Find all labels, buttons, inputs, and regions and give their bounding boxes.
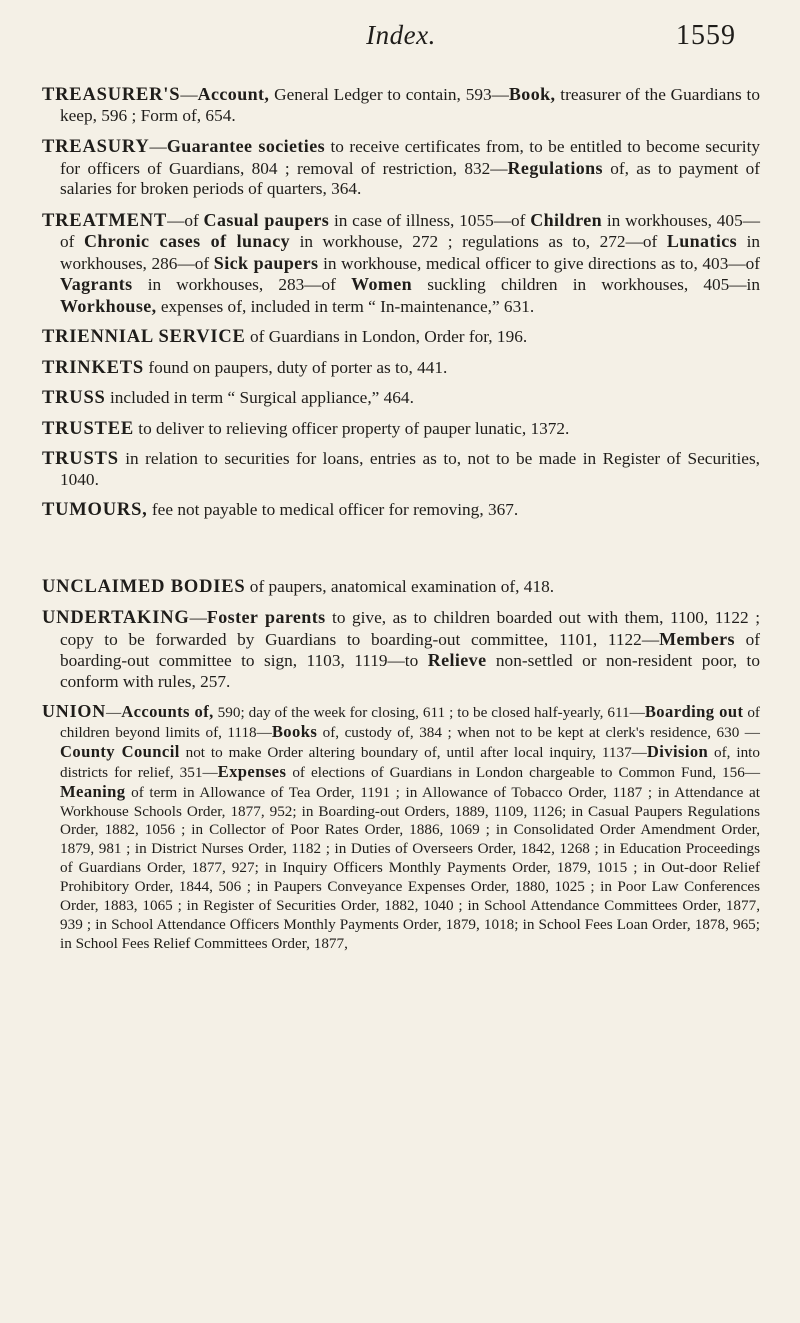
entry-text: in workhouses, 286—of <box>60 232 761 273</box>
section-gap <box>42 531 760 577</box>
entry-text: of children beyond limits of, 1118— <box>60 704 760 741</box>
entry-subheading: Regulations <box>507 157 603 178</box>
entry-headword: TREASURER'S <box>42 85 181 105</box>
entry-text: expenses of, included in term “ In-maintenance,” 631. <box>156 296 535 316</box>
entry-text: in workhouse, medical officer to give directions as to, 403—of <box>318 253 761 273</box>
index-entries <box>42 84 760 954</box>
running-head <box>42 20 760 84</box>
index-entry <box>42 358 760 379</box>
entry-text: not to make Order altering boundary of, until after local inquiry, 1137— <box>179 743 647 761</box>
entry-subheading: Members <box>659 628 735 649</box>
entry-text: to give, as to children boarded out with them, 1100, 1122 ; copy to be forwarded by Guardians to boarding-out committee, 1101, 1122— <box>60 608 760 649</box>
index-entry <box>42 136 760 200</box>
entry-headword: TREASURY <box>42 137 150 157</box>
entry-text: included in term “ Surgical appliance,” 464. <box>105 388 414 407</box>
entry-subheading: Account, <box>197 84 270 104</box>
index-entry <box>42 210 760 318</box>
entry-subheading: Vagrants <box>60 274 133 294</box>
entry-text: in relation to securities for loans, entries as to, not to be made in Register of Securities, 1040. <box>60 449 760 489</box>
entry-headword: TRUSS <box>42 388 106 408</box>
entry-headword: TREATMENT <box>42 210 168 231</box>
entry-subheading: Children <box>530 209 603 230</box>
page-number: 1559 <box>676 20 736 51</box>
entry-text: treasurer of the Guardians to keep, 596 ; Form of, 654. <box>60 85 760 125</box>
entry-subheading: Foster parents <box>206 607 326 627</box>
entry-text: — <box>180 85 198 104</box>
entry-subheading: Book, <box>508 84 556 104</box>
running-title: Index. <box>366 20 436 50</box>
entry-text: 590; day of the week for closing, 611 ; to be closed half-yearly, 611— <box>213 704 645 721</box>
entry-headword: UNION <box>42 701 107 721</box>
entry-headword: UNDERTAKING <box>42 608 190 628</box>
entry-subheading: Chronic cases of lunacy <box>83 231 291 251</box>
entry-text: to receive certificates from, to be entitled to become security for officers of Guardians, 804 ; removal of restriction, 832— <box>60 137 761 178</box>
entry-text: of boarding-out committee to sign, 1103, 1119—to <box>60 629 760 670</box>
entry-text: of Guardians in London, Order for, 196. <box>245 327 528 346</box>
entry-text: fee not payable to medical officer for removing, 367. <box>147 500 519 519</box>
entry-text: in workhouses, 405—of <box>60 210 760 251</box>
entry-text: of, into districts for relief, 351— <box>60 743 760 781</box>
entry-subheading: Boarding out <box>644 702 744 721</box>
entry-text: of, as to payment of salaries for broken periods of quarters, 364. <box>60 158 760 198</box>
entry-subheading: Accounts of, <box>121 702 214 721</box>
entry-text: in workhouses, 283—of <box>132 275 352 294</box>
entry-subheading: Guarantee societies <box>166 136 326 156</box>
entry-text: in case of illness, 1055—of <box>329 210 531 230</box>
entry-subheading: Division <box>646 741 709 761</box>
entry-text: non-settled or non-resident poor, to conform with rules, 257. <box>60 651 760 691</box>
index-entry <box>42 577 760 598</box>
entry-headword: TRIENNIAL SERVICE <box>42 327 246 347</box>
entry-text: of term in Allowance of Tea Order, 1191 ; in Allowance of Tobacco Order, 1187 ; in Attendance at Workhouse Schools Order, 1877, 952; in Boarding-out Orders, 1889, 1109, 1126; in Casual Paupers Regulations Order, 1882, 1056 ; in Collector of Poor Rates Order, 1886, 1069 ; in Consolidated Order Amendment Order, 1879, 981 ; in District Nurses Order, 1182 ; in Duties of Overseers Order, 1842, 1268 ; in Education Proceedings of Guardians Order, 1877, 927; in Inquiry Officers Monthly Payments Order, 1879, 1015 ; in Out-door Relief Prohibitory Order, 1844, 506 ; in Paupers Conveyance Expenses Order, 1880, 1025 ; in Poor Law Conferences Order, 1883, 1065 ; in Register of Securities Order, 1882, 1040 ; in School Attendance Committees Order, 1877, 939 ; in School Attendance Officers Monthly Payments Order, 1879, 1018; in School Fees Loan Order, 1878, 965; in School Fees Relief Committees Order, 1877, <box>60 783 760 952</box>
entry-text: General Ledger to contain, 593— <box>269 85 509 104</box>
entry-text: in workhouse, 272 ; regulations as to, 272—of <box>290 232 667 251</box>
entry-subheading: Women <box>351 274 413 294</box>
entry-headword: TRUSTS <box>42 449 119 469</box>
index-entry <box>42 84 760 126</box>
entry-subheading: Sick paupers <box>213 252 319 273</box>
entry-headword: TRUSTEE <box>42 418 134 439</box>
entry-subheading: Workhouse, <box>60 295 157 316</box>
entry-subheading: Expenses <box>217 761 287 781</box>
entry-text: — <box>106 704 122 721</box>
entry-text: of paupers, anatomical examination of, 418. <box>245 576 555 596</box>
entry-headword: TRINKETS <box>42 357 145 378</box>
index-entry <box>42 500 760 521</box>
entry-subheading: County Council <box>60 741 180 761</box>
entry-subheading: Books <box>271 721 318 741</box>
index-entry <box>42 449 760 490</box>
entry-text: — <box>189 608 207 627</box>
index-entry <box>42 702 760 954</box>
index-entry <box>42 419 760 440</box>
entry-subheading: Casual paupers <box>203 209 330 230</box>
entry-text: of, custody of, 384 ; when not to be kept at clerk's residence, 630 — <box>317 723 760 741</box>
entry-text: of elections of Guardians in London chargeable to Common Fund, 156— <box>286 763 761 781</box>
entry-headword: UNCLAIMED BODIES <box>42 576 246 597</box>
entry-subheading: Lunatics <box>666 231 738 251</box>
index-entry <box>42 607 760 692</box>
entry-subheading: Relieve <box>427 650 487 670</box>
entry-text: —of <box>167 210 204 230</box>
entry-text: found on paupers, duty of porter as to, 441. <box>144 357 448 377</box>
entry-headword: TUMOURS, <box>42 500 148 520</box>
entry-text: suckling children in workhouses, 405—in <box>412 275 760 294</box>
entry-text: — <box>149 137 167 156</box>
index-entry <box>42 388 760 409</box>
entry-subheading: Meaning <box>60 781 126 801</box>
entry-text: to deliver to relieving officer property of pauper lunatic, 1372. <box>133 418 570 438</box>
index-entry <box>42 327 760 348</box>
